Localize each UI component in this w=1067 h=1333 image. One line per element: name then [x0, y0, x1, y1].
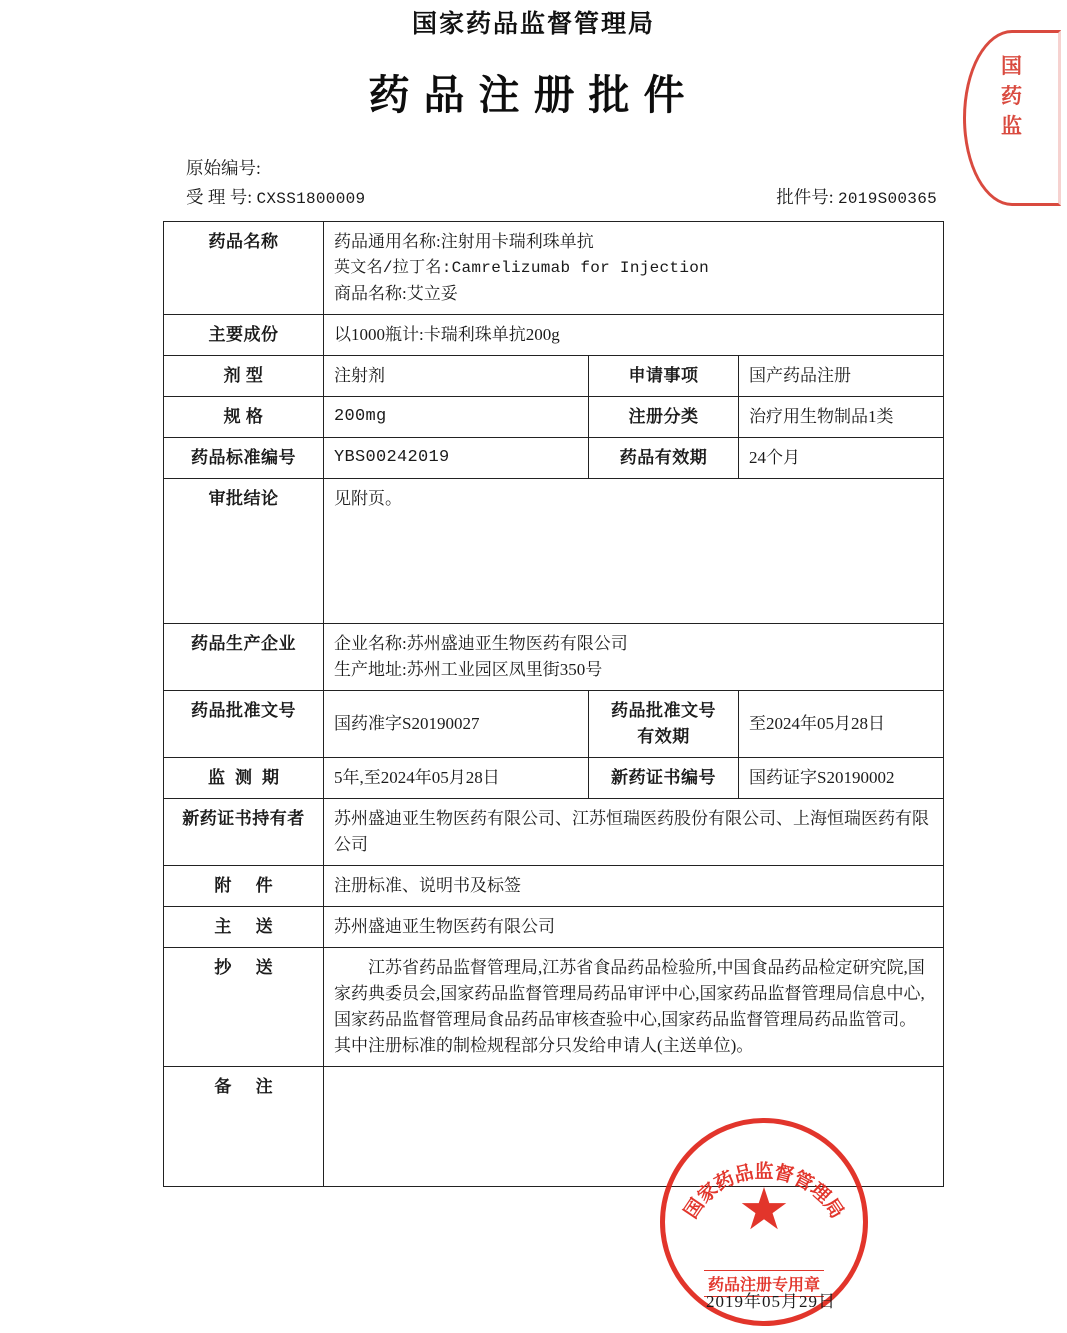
top-seal-text: 国药监 — [1001, 54, 1023, 138]
spec-label: 规 格 — [164, 397, 324, 438]
approval-doc-valid-label-line1: 药品批准文号 — [611, 701, 716, 720]
svg-text:国家药品监督管理局: 国家药品监督管理局 — [680, 1161, 848, 1223]
attachment-label: 附 件 — [164, 866, 324, 907]
register-class-value: 治疗用生物制品1类 — [739, 397, 944, 438]
register-class-label: 注册分类 — [589, 397, 739, 438]
top-right-seal — [963, 30, 1061, 206]
table-row-cert-holder — [164, 799, 944, 866]
table-row-cc — [164, 948, 944, 1067]
table-row-conclusion — [164, 479, 944, 624]
main-ingredient-value: 以1000瓶计:卡瑞利珠单抗200g — [324, 315, 944, 356]
approval-no-label: 批件号: — [776, 187, 834, 207]
send-to-label: 主 送 — [164, 907, 324, 948]
table-row-monitor — [164, 758, 944, 799]
main-ingredient-label: 主要成份 — [164, 315, 324, 356]
document-title: 药品注册批件 — [368, 72, 699, 118]
application-item-label: 申请事项 — [589, 356, 739, 397]
dosage-form-label: 剂 型 — [164, 356, 324, 397]
manufacturer-value — [324, 624, 944, 691]
table-row-approval-doc — [164, 691, 944, 758]
table-row-send-to — [164, 907, 944, 948]
conclusion-label: 审批结论 — [164, 479, 324, 624]
validity-label: 药品有效期 — [589, 438, 739, 479]
standard-no-value: YBS00242019 — [324, 438, 589, 479]
table-row-drug-name — [164, 222, 944, 315]
table-row-ingredient — [164, 315, 944, 356]
original-no-label: 原始编号: — [186, 158, 261, 178]
drug-name-label: 药品名称 — [164, 222, 324, 315]
approval-doc-no-label: 药品批准文号 — [164, 691, 324, 758]
approval-doc-valid-value: 至2024年05月28日 — [739, 691, 944, 758]
document-meta — [0, 155, 1067, 213]
production-address: 生产地址:苏州工业园区凤里街350号 — [334, 660, 603, 679]
approval-doc-valid-label-line2: 有效期 — [637, 727, 690, 746]
application-item-value: 国产药品注册 — [739, 356, 944, 397]
table-row-manufacturer — [164, 624, 944, 691]
agency-name: 国家药品监督管理局 — [411, 11, 655, 38]
meta-row-original — [186, 155, 937, 184]
accept-no-label: 受 理 号: — [186, 187, 253, 207]
cert-holder-label: 新药证书持有者 — [164, 799, 324, 866]
cc-value: 江苏省药品监督管理局,江苏省食品药品检验所,中国食品药品检定研究院,国家药典委员会,国家药品监督管理局药品审评中心,国家药品监督管理局信息中心,国家药品监督管理局食品药品审核查验中心,国家药品监督管理局药品监管司。其中注册标准的制检规程部分只发给申请人(主送单位)。 — [324, 948, 944, 1067]
seal-star-icon: ★ — [738, 1177, 790, 1243]
table-row-standard — [164, 438, 944, 479]
approval-no-value: 2019S00365 — [837, 190, 937, 208]
accept-no-value: CXSS1800009 — [256, 190, 366, 208]
dosage-form-value: 注射剂 — [324, 356, 589, 397]
remark-label: 备 注 — [164, 1067, 324, 1187]
trade-name: 商品名称:艾立妥 — [334, 284, 458, 303]
table-row-dosage — [164, 356, 944, 397]
manufacturer-label: 药品生产企业 — [164, 624, 324, 691]
standard-no-label: 药品标准编号 — [164, 438, 324, 479]
approval-doc-no-value: 国药准字S20190027 — [324, 691, 589, 758]
attachment-value: 注册标准、说明书及标签 — [324, 866, 944, 907]
cert-holder-value: 苏州盛迪亚生物医药有限公司、江苏恒瑞医药股份有限公司、上海恒瑞医药有限公司 — [324, 799, 944, 866]
monitor-period-value: 5年,至2024年05月28日 — [324, 758, 589, 799]
meta-row-accept — [186, 184, 937, 213]
table-row-attachment — [164, 866, 944, 907]
spec-value: 200mg — [324, 397, 589, 438]
cc-label: 抄 送 — [164, 948, 324, 1067]
monitor-period-label: 监测期 — [164, 758, 324, 799]
new-drug-cert-no-label: 新药证书编号 — [589, 758, 739, 799]
generic-name: 药品通用名称:注射用卡瑞利珠单抗 — [334, 232, 594, 251]
seal-date: 2019年05月29日 — [706, 1292, 836, 1311]
new-drug-cert-no-value: 国药证字S20190002 — [739, 758, 944, 799]
conclusion-value: 见附页。 — [324, 479, 944, 624]
table-row-spec — [164, 397, 944, 438]
send-to-value: 苏州盛迪亚生物医药有限公司 — [324, 907, 944, 948]
validity-value: 24个月 — [739, 438, 944, 479]
english-name: 英文名/拉丁名:Camrelizumab for Injection — [334, 259, 710, 277]
registration-table — [163, 221, 944, 1187]
drug-name-value — [324, 222, 944, 315]
seal-bottom-text: 药品注册专用章 — [704, 1270, 824, 1297]
enterprise-name: 企业名称:苏州盛迪亚生物医药有限公司 — [334, 634, 628, 653]
approval-doc-valid-label — [589, 691, 739, 758]
